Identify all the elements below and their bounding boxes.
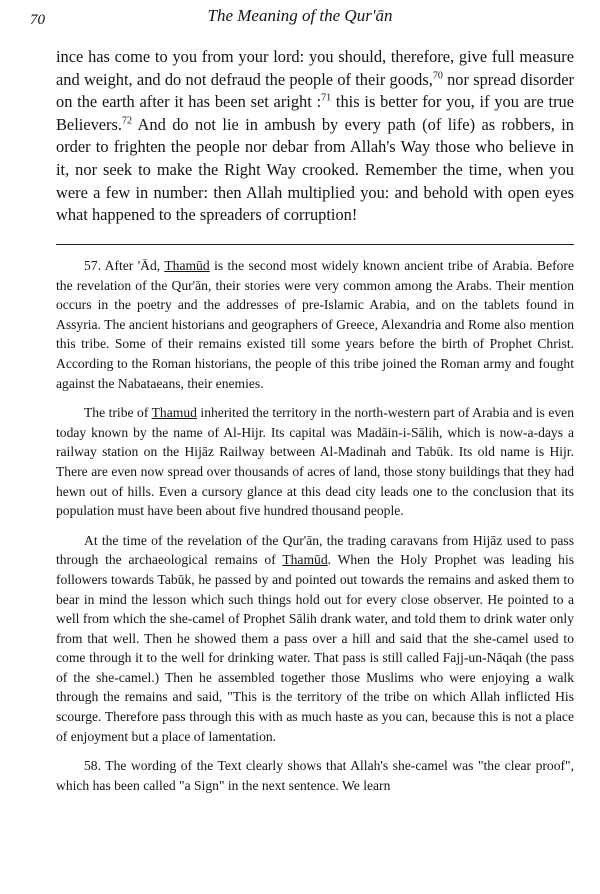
verse-part-4: And do not lie in ambush by every path (of life) as robbers, in order to frighten the people nor debar from Allah's Way those who believe in it, nor seek to make the Right Way crooked. Remember the time, when you were a few in number: then Allah multiplied you: and behold with open eyes what happened to the spreaders of corruption! bbox=[56, 114, 575, 225]
footnote-ref-72[interactable]: 72 bbox=[122, 115, 132, 127]
verse-part-1: ince has come to you from your lord: you should, therefore, give full measure and weight, and do not defraud the people of their goods, bbox=[56, 47, 574, 89]
note-text: At the time of the revelation of the Qur'ān, the trading caravans from Hijāz used to pass through the archaeological remains of bbox=[56, 532, 574, 568]
verse-part-3: this is better for you, if you are true Believers. bbox=[56, 92, 574, 134]
note-57-paragraph-1 bbox=[56, 256, 574, 393]
footnote-ref-70[interactable]: 70 bbox=[432, 70, 443, 82]
running-head: The Meaning of the Qur'ān bbox=[207, 6, 393, 25]
note-text: inherited the territory in the north-western part of Arabia and is even today known by the name of Al-Hijr. Its capital was Madāin-i-Sālih, which is now-a-days a railway station on the Hijāz Railway between Al-Madinah and Tabūk. Its old name is Hijr. There are even now spread over thousands of acres of land, those stony buildings that they had hewn out of hills. Even a cursory glance at this dead city leads one to the conclusion that its population must have been about five hundred thousand people. bbox=[56, 405, 574, 519]
verse-part-2: nor spread disorder on the earth after it has been set aright : bbox=[56, 69, 574, 112]
tribe-name: Thamūd bbox=[164, 258, 210, 273]
note-58: 58. The wording of the Text clearly shows that Allah's she-camel was "the clear proof", which has been called "a Sign" in the next sentence. We learn bbox=[56, 758, 574, 793]
note-text: The tribe of bbox=[84, 405, 149, 421]
note-57-paragraph-2 bbox=[56, 403, 574, 521]
verse-text bbox=[56, 46, 574, 227]
tribe-name: Thamud bbox=[151, 405, 197, 421]
tribe-name: Thamūd bbox=[282, 552, 328, 568]
page-number: 70 bbox=[30, 12, 45, 28]
note-text: 57. After 'Ād, bbox=[84, 258, 161, 273]
footnote-ref-71[interactable]: 71 bbox=[321, 92, 332, 104]
note-text: is the second most widely known ancient tribe of Arabia. Before the revelation of the Qur'ān, their stories were very common among the Arabs. Their mention occurs in the poetry and the addresses of pre-Islamic Arabia, and on the tablets found in Assyria. The ancient historians and geographers of Greece, Alexandria and Rome also mention this tribe. Some of their remains existed till some years before the birth of Prophet Christ. According to the Roman historians, the people of this tribe joined the Roman army and fought against the Nabataeans, their enemies. bbox=[56, 258, 574, 391]
note-text: . When the Holy Prophet was leading his followers towards Tabūk, he passed by and pointed out towards the remains and asked them to bear in mind the lesson which such things hold out for every close observer. He pointed to a well from which the she-camel of Prophet Sālih drank water, and told them to drink water only from that well. Then he showed them a pass over a hill and said that the she-camel used to come through it to the well for drinking water. That pass is still called Fajj-un-Nāqah (the pass of the she-camel.) Then he assembled together those Muslims who were enjoying a walk through the remains and said, "This is the territory of the tribe on which Allah inflicted His scourge. Therefore pass through this with as much haste as you can, because this is not a place of enjoyment but a place of lamentation. bbox=[56, 552, 575, 744]
footnote-divider bbox=[56, 244, 574, 245]
footnotes bbox=[56, 256, 574, 805]
note-57-paragraph-3 bbox=[56, 531, 574, 747]
